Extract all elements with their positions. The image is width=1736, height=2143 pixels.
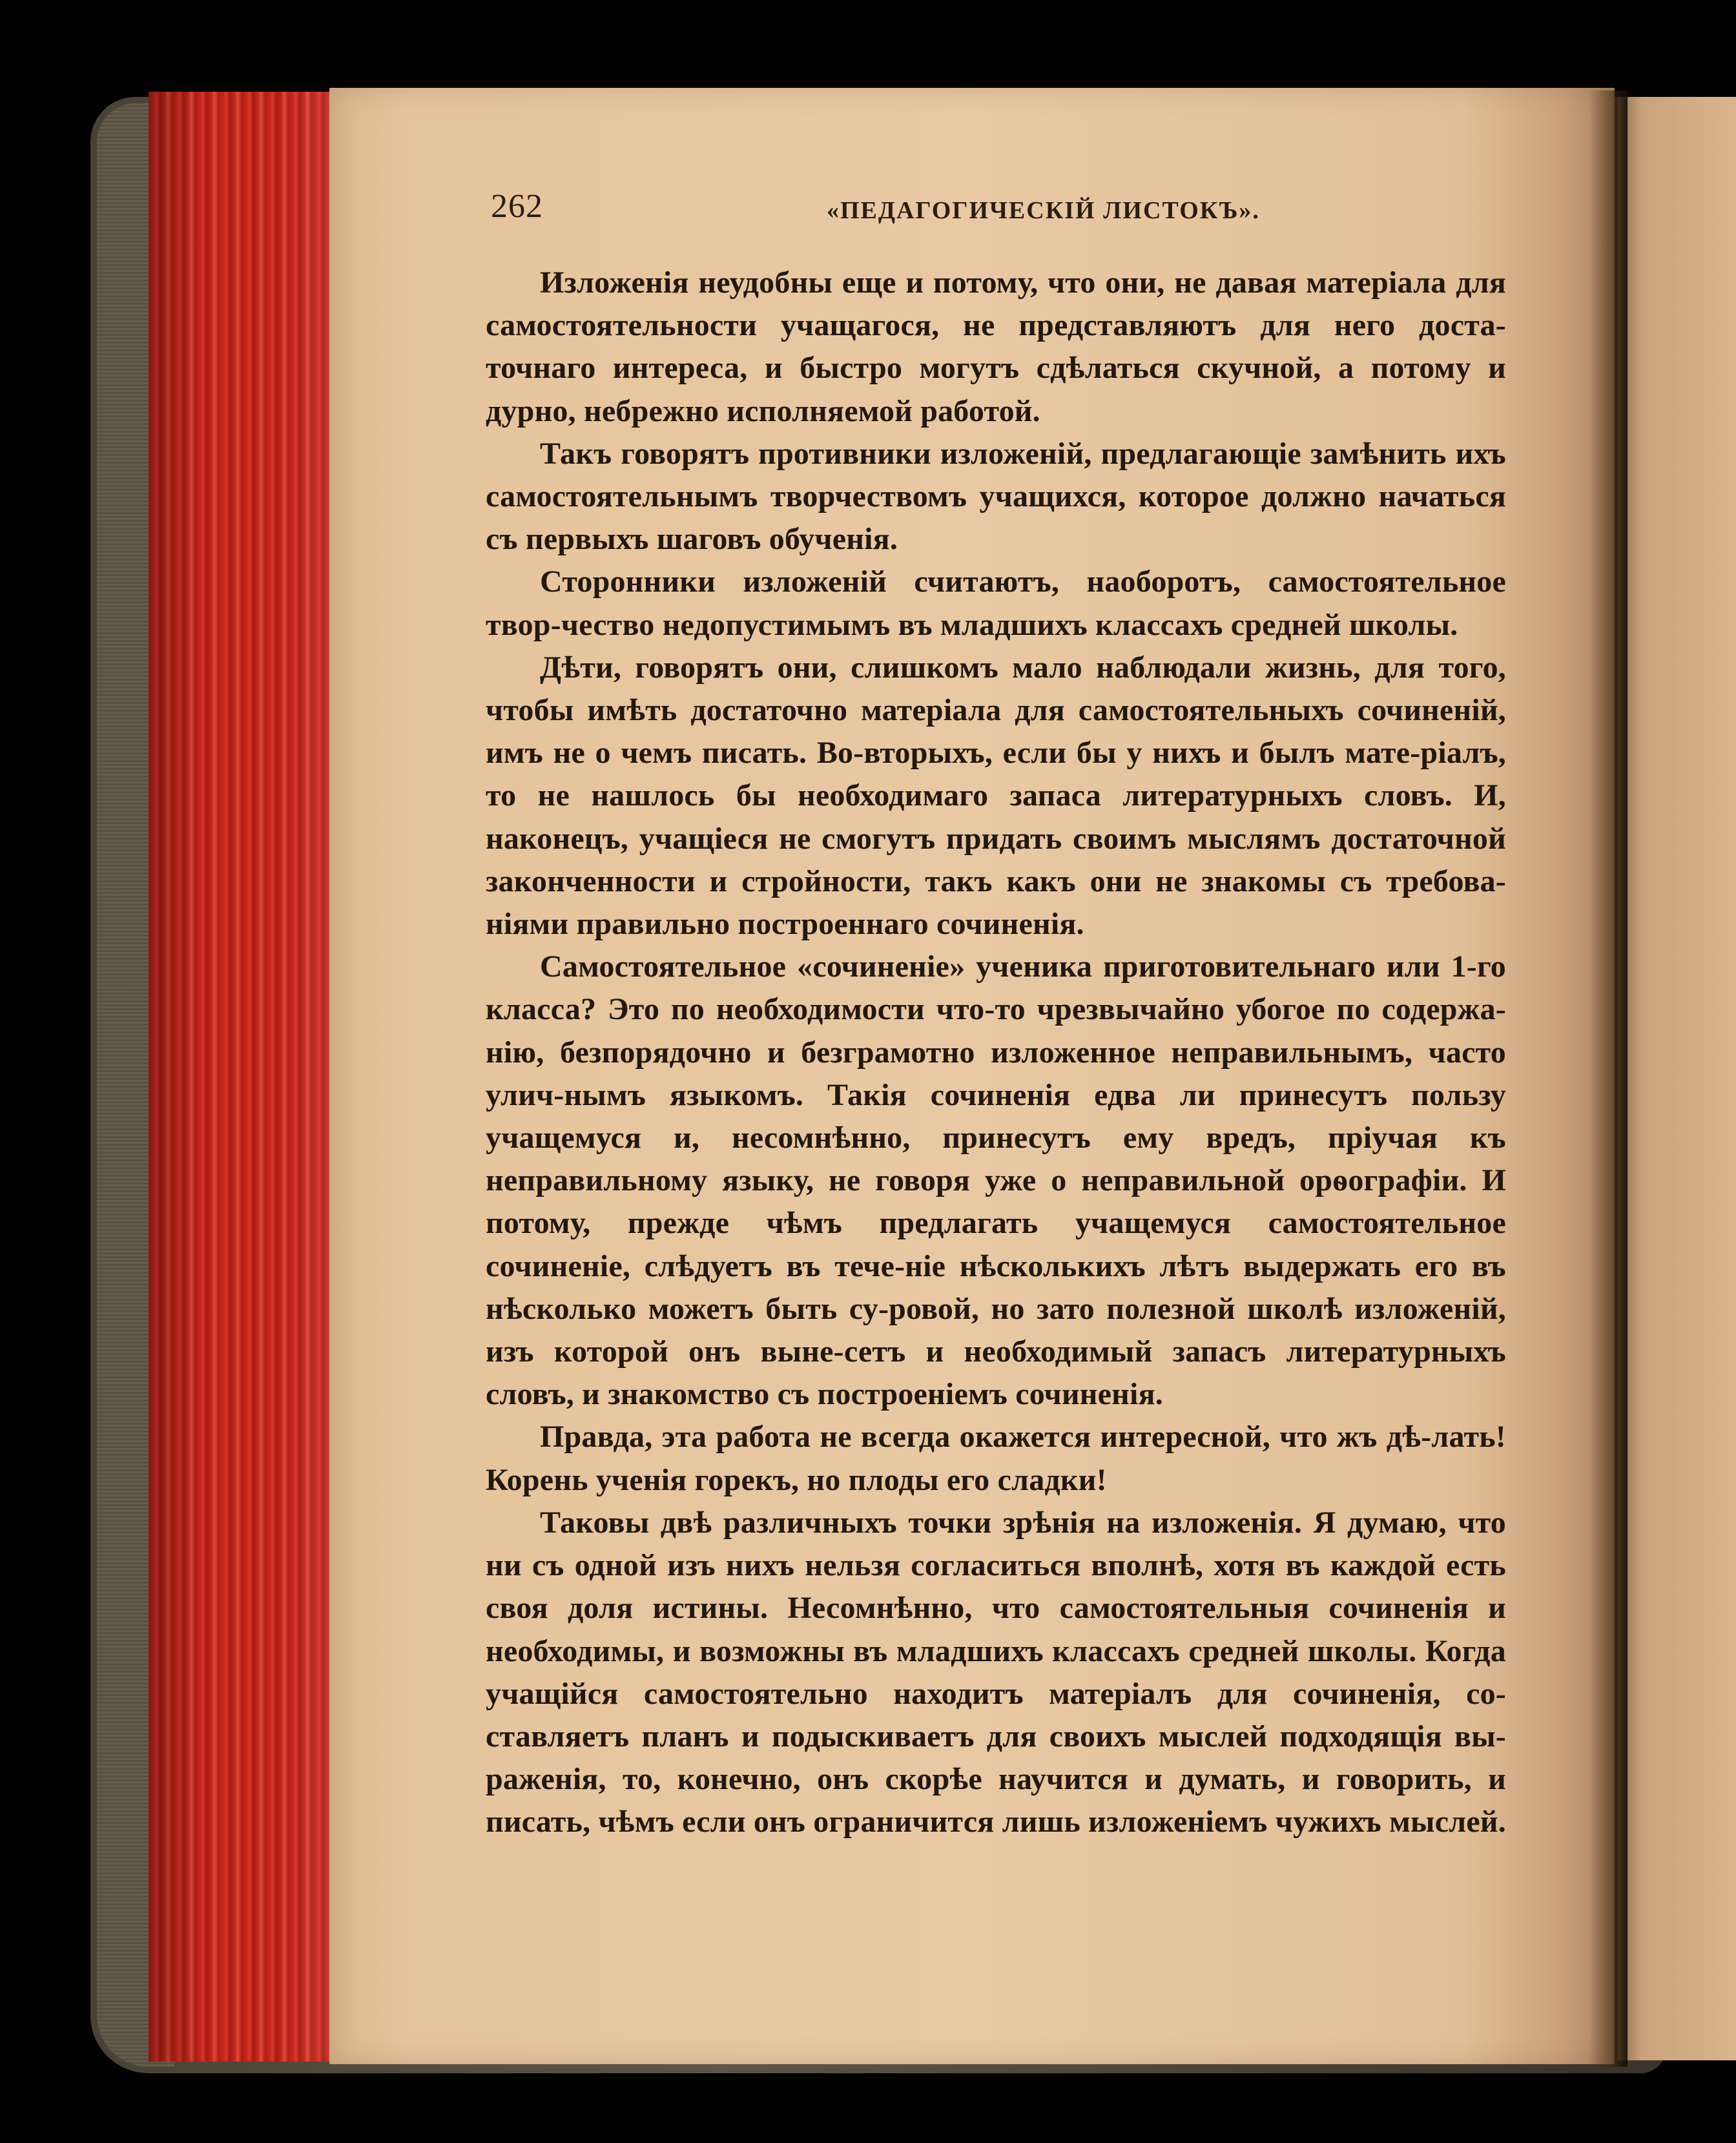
page-edges-shadow xyxy=(149,92,336,2062)
page-header xyxy=(491,187,1511,239)
body-text xyxy=(486,262,1506,1844)
running-head: «ПЕДАГОГИЧЕСКІЙ ЛИСТОКЪ». xyxy=(827,197,1260,224)
paragraph: Таковы двѣ различныхъ точки зрѣнія на изложенія. Я думаю, что ни съ одной изъ нихъ нельзя согласиться вполнѣ, хотя въ каждой есть своя доля истины. Несомнѣнно, что самостоятельныя сочиненія и необходимы, и возможны въ младшихъ классахъ средней школы. Когда учащійся самостоятельно находитъ матеріалъ для сочиненія, со-ставляетъ планъ и подыскиваетъ для своихъ мыслей подходящія вы-раженія, то, конечно, онъ скорѣе научится и думать, и говорить, и писать, чѣмъ если онъ ограничится лишь изложеніемъ чужихъ мыслей. xyxy=(486,1505,1506,1839)
paragraph: Дѣти, говорятъ они, слишкомъ мало наблюдали жизнь, для того, чтобы имѣть достаточно матеріала для самостоятельныхъ сочиненій, имъ не о чемъ писать. Во-вторыхъ, если бы у нихъ и былъ мате-ріалъ, то не нашлось бы необходимаго запаса литературныхъ словъ. И, наконецъ, учащіеся не смогутъ придать своимъ мыслямъ достаточной законченности и стройности, такъ какъ они не знакомы съ требова-ніями правильно построеннаго сочиненія. xyxy=(486,650,1506,942)
page-gutter-shadow xyxy=(1589,90,1628,2067)
page-number: 262 xyxy=(491,188,543,225)
paragraph: Изложенія неудобны еще и потому, что они, не давая матеріала для самостоятельности учащагося, не представляютъ для него доста-точнаго интереса, и быстро могутъ сдѣлаться скучной, а потому и дурно, небрежно исполняемой работой. xyxy=(486,265,1506,428)
paragraph: Самостоятельное «сочиненіе» ученика приготовительнаго или 1-го класса? Это по необходимости что-то чрезвычайно убогое по содержа-нію, безпорядочно и безграмотно изложенное неправильнымъ, часто улич-нымъ языкомъ. Такія сочиненія едва ли принесутъ пользу учащемуся и, несомнѣнно, принесутъ ему вредъ, пріучая къ неправильному языку, не говоря уже о неправильной орѳографіи. И потому, прежде чѣмъ предлагать учащемуся самостоятельное сочиненіе, слѣдуетъ въ тече-ніе нѣсколькихъ лѣтъ выдержать его въ нѣсколько можетъ быть су-ровой, но зато полезной школѣ изложеній, изъ которой онъ выне-сетъ и необходимый запасъ литературныхъ словъ, и знакомство съ построеніемъ сочиненія. xyxy=(486,949,1506,1412)
paragraph: Правда, эта работа не всегда окажется интересной, что жъ дѣ-лать! Корень ученія горекъ, но плоды его сладки! xyxy=(486,1420,1506,1497)
paragraph: Такъ говорятъ противники изложеній, предлагающіе замѣнить ихъ самостоятельнымъ творчествомъ учащихся, которое должно начаться съ первыхъ шаговъ обученія. xyxy=(486,436,1506,557)
facing-page-edge xyxy=(1618,97,1736,2060)
paragraph: Сторонники изложеній считаютъ, наоборотъ, самостоятельное твор-чество недопустимымъ въ младшихъ классахъ средней школы. xyxy=(486,564,1506,642)
